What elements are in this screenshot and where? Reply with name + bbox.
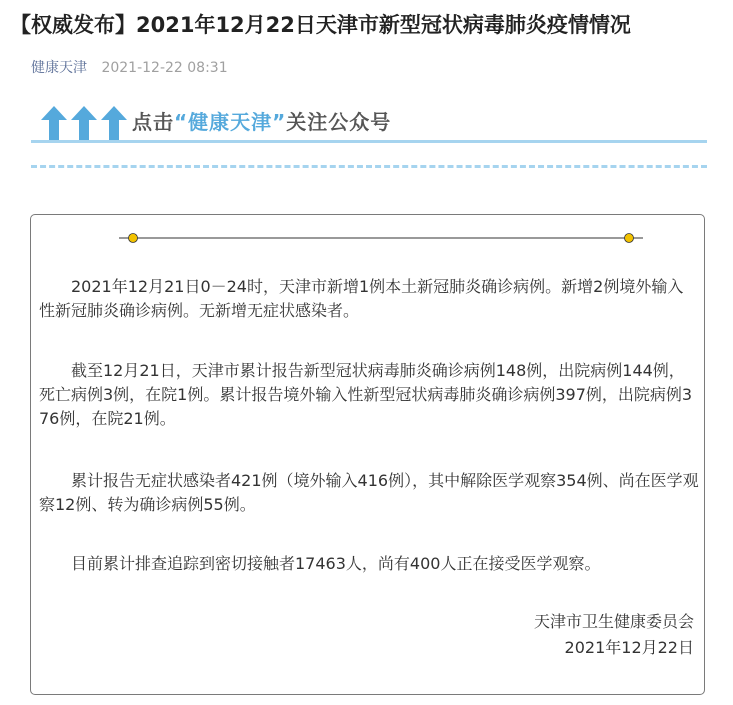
follow-banner[interactable] (31, 102, 709, 142)
article-meta (31, 58, 228, 78)
paragraph-close-contacts: 目前累计排查追踪到密切接触者17463人，尚有400人正在接受医学观察。 (71, 554, 601, 573)
follow-banner-prefix: 点击 (132, 110, 174, 134)
publish-date: 2021-12-22 08:31 (101, 60, 228, 76)
content-box (30, 214, 705, 695)
follow-banner-account: “健康天津” (174, 110, 287, 134)
paragraph-new-cases: 2021年12月21日0－24时，天津市新增1例本土新冠肺炎确诊病例。新增2例境外输入性新冠肺炎确诊病例。无新增无症状感染者。 (39, 277, 684, 320)
paragraph-asymptomatic: 累计报告无症状感染者421例（境外输入416例），其中解除医学观察354例、尚在医学观察12例、转为确诊病例55例。 (39, 471, 699, 514)
signature-date: 2021年12月22日 (564, 638, 694, 657)
banner-underline (31, 140, 707, 143)
up-arrow-icon (41, 106, 67, 140)
signature-block (534, 609, 694, 661)
follow-banner-suffix: 关注公众号 (286, 110, 392, 134)
ornament-divider (119, 229, 643, 247)
dashed-divider (31, 165, 707, 168)
follow-banner-text (132, 109, 391, 135)
article-title: 【权威发布】2021年12月22日天津市新型冠状病毒肺炎疫情情况 (10, 13, 631, 37)
up-arrow-icon (101, 106, 127, 140)
paragraph-cumulative-cases: 截至12月21日，天津市累计报告新型冠状病毒肺炎确诊病例148例，出院病例144例，死亡病例3例，在院1例。累计报告境外输入性新型冠状病毒肺炎确诊病例397例，出院病例376例，在院21例。 (39, 361, 693, 428)
up-arrow-icon (71, 106, 97, 140)
account-name-link[interactable]: 健康天津 (31, 60, 87, 76)
signature-org: 天津市卫生健康委员会 (533, 612, 694, 631)
